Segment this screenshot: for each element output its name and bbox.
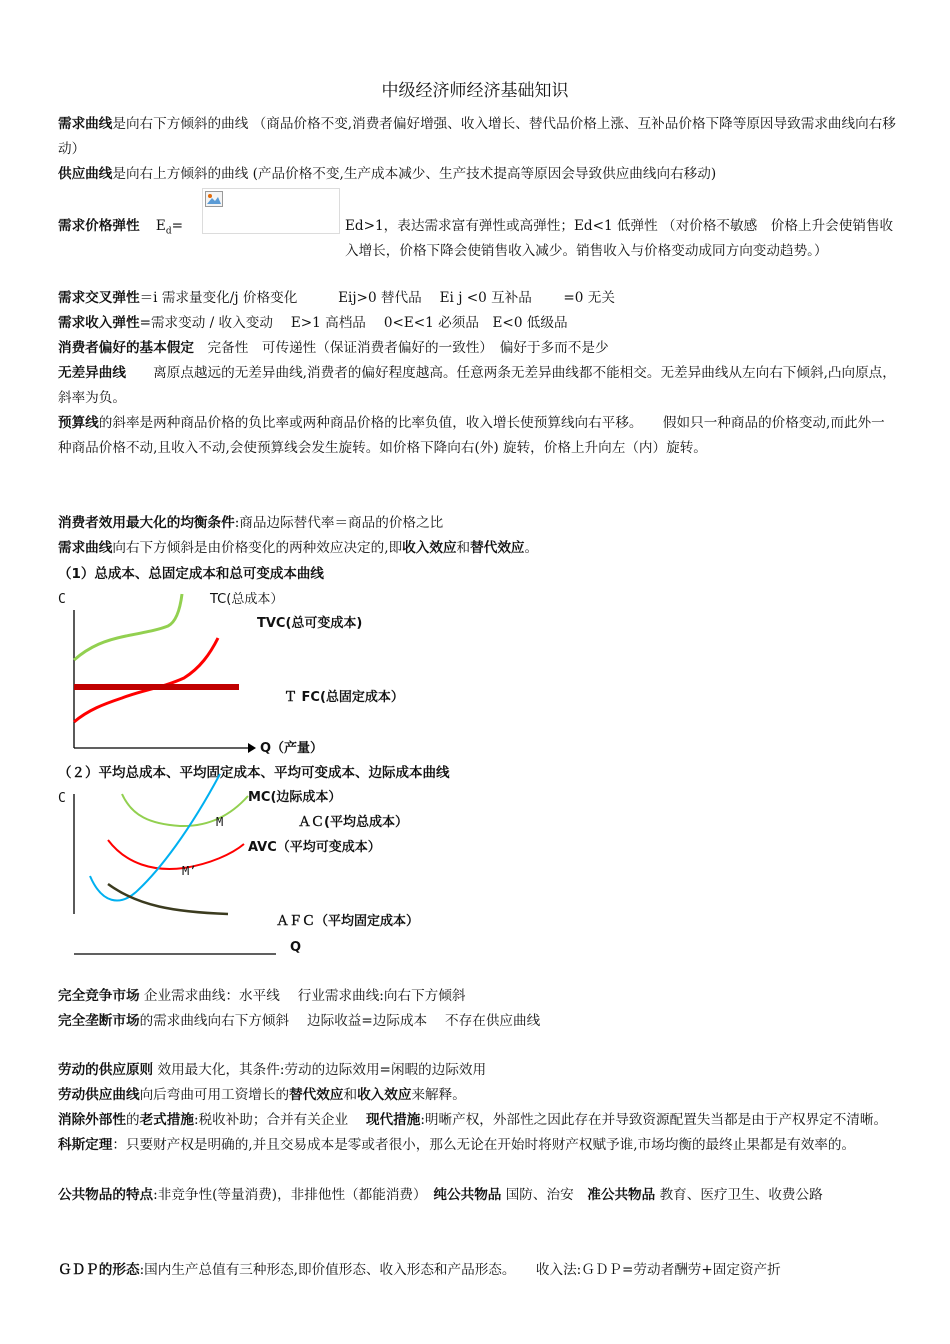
tvc-curve	[74, 638, 218, 722]
elasticity-subscript: d	[165, 226, 172, 237]
labor-supply-curve-text1: 向后弯曲可用工资增长的	[139, 1087, 290, 1103]
coase-theorem-term: 科斯定理	[58, 1137, 113, 1153]
cross-elasticity-text: ＝i 需求量变化/j 价格变化 Eij>0 替代品 Ei j <0 互补品 =0 无关	[139, 290, 615, 306]
labor-supply-principle-label: 劳动的供应原则	[58, 1062, 154, 1078]
labor-supply-curve-paragraph	[58, 1083, 898, 1108]
income-effect-term: 收入效应	[402, 540, 457, 556]
indifference-curve-label: 无差异曲线	[58, 365, 126, 381]
broken-image-icon	[205, 191, 223, 207]
indifference-curve-paragraph	[58, 361, 898, 411]
chart2-heading: （２）平均总成本、平均固定成本、平均可变成本、边际成本曲线	[58, 765, 450, 781]
elasticity-equals: =	[171, 218, 183, 234]
supply-curve-text: 是向右上方倾斜的曲线 (产品价格不变,生产成本减少、生产技术提高等原因会导致供应曲线向右移动)	[112, 166, 717, 182]
externality-text1: 的	[125, 1112, 140, 1128]
labor-supply-principle-paragraph	[58, 1058, 898, 1083]
labor-supply-curve-text3: 来解释。	[411, 1087, 466, 1103]
demand-curve-paragraph	[58, 112, 898, 162]
supply-curve-label: 供应曲线	[58, 166, 113, 182]
price-elasticity-text-line1	[345, 214, 898, 264]
demand-curve-text: 是向右下方倾斜的曲线 （商品价格不变,消费者偏好增强、收入增长、替代品价格上涨、互补品价格下降等原因导致需求曲线向右移动）	[58, 116, 896, 157]
modern-measures-term: 现代措施	[365, 1112, 421, 1128]
demand-curve-label: 需求曲线	[58, 116, 113, 132]
perfect-competition-paragraph	[58, 984, 898, 1009]
tc-label: TC(总成本）	[210, 592, 284, 607]
average-cost-chart	[50, 760, 550, 960]
public-goods-label: 公共物品的特点	[58, 1187, 154, 1203]
externality-paragraph	[58, 1108, 898, 1158]
total-cost-chart	[50, 560, 550, 760]
labor-supply-principle-text: 效用最大化，其条件:劳动的边际效用=闲暇的边际效用	[153, 1062, 487, 1078]
chart1-y-label: C	[58, 592, 66, 607]
substitution-effect-term: 替代效应	[470, 540, 525, 556]
public-goods-text3: 教育、医疗卫生、收费公路	[655, 1187, 823, 1203]
chart1-x-label: Q（产量）	[260, 741, 324, 756]
avc-label: AVC（平均可变成本）	[248, 840, 381, 855]
elasticity-symbol: E	[155, 218, 166, 234]
tvc-label: TVC(总可变成本)	[257, 616, 363, 631]
income-elasticity-text: =需求变动 / 收入变动 E>1 高档品 0<E<1 必须品 E<0 低级品	[139, 315, 568, 331]
monopoly-paragraph	[58, 1009, 898, 1034]
consumer-preference-label: 消费者偏好的基本假定	[58, 340, 194, 356]
gdp-forms-label: ＧＤＰ的形态	[58, 1262, 140, 1278]
price-elasticity-text: Ed>1，表达需求富有弹性或高弹性；Ed<1 低弹性 （对价格不敏感 价格上升会使销售收入增长，价格下降会使销售收入减少。销售收入与价格变动成同方向变动趋势。）	[345, 218, 894, 259]
pure-public-goods-term: 纯公共物品	[433, 1187, 502, 1203]
ac-label: ＡＣ(平均总成本）	[298, 815, 408, 830]
chart2-y-label: C	[58, 791, 66, 806]
monopoly-label: 完全垄断市场	[58, 1013, 140, 1029]
gdp-forms-text: :国内生产总值有三种形态,即价值形态、收入形态和产品形态。 收入法:ＧＤＰ=劳动者酬劳+固定资产折	[139, 1262, 781, 1278]
document-title: 中级经济师经济基础知识	[381, 81, 569, 101]
public-goods-text1: :非竞争性(等量消费)，非排他性（都能消费）	[153, 1187, 434, 1203]
cross-elasticity-paragraph	[58, 286, 898, 311]
mc-label: MC(边际成本）	[248, 790, 342, 805]
utility-max-text: :商品边际替代率＝商品的价格之比	[234, 515, 444, 531]
demand-slope-label: 需求曲线	[58, 540, 113, 556]
public-goods-text2: 国防、治安	[501, 1187, 588, 1203]
demand-slope-text2: 和	[456, 540, 471, 556]
gdp-forms-paragraph	[58, 1258, 898, 1283]
perfect-competition-label: 完全竞争市场	[58, 988, 140, 1004]
income-elasticity-paragraph	[58, 311, 898, 336]
cross-elasticity-label: 需求交叉弹性	[58, 290, 140, 306]
demand-slope-paragraph	[58, 536, 898, 561]
demand-slope-text1: 向右下方倾斜是由价格变化的两种效应决定的,即	[112, 540, 403, 556]
substitution-effect-term-2: 替代效应	[289, 1087, 344, 1103]
externality-text4: ：只要财产权是明确的,并且交易成本是零或者很小，那么无论在开始时将财产权赋予谁,市场均衡的最终止果都是有效率的。	[112, 1137, 856, 1153]
point-m-prime-label: M’	[182, 864, 197, 878]
ac-curve	[122, 794, 248, 826]
externality-label: 消除外部性	[58, 1112, 126, 1128]
chart1-heading: （1）总成本、总固定成本和总可变成本曲线	[58, 566, 324, 582]
income-elasticity-label: 需求收入弹性	[58, 315, 140, 331]
tfc-label: Ｔ FC(总固定成本）	[284, 690, 404, 705]
income-effect-term-2: 收入效应	[357, 1087, 412, 1103]
consumer-preference-paragraph	[58, 336, 898, 361]
externality-text2: :税收补助；合并有关企业	[193, 1112, 366, 1128]
budget-line-label: 预算线	[58, 415, 99, 431]
indifference-curve-text: 离原点越远的无差异曲线,消费者的偏好程度越高。任意两条无差异曲线都不能相交。无差异曲线从左向右下倾斜,凸向原点，斜率为负。	[58, 365, 896, 406]
chart2-x-label: Q	[290, 940, 302, 955]
point-m-label: M	[216, 815, 224, 829]
chart1-x-arrow	[248, 743, 256, 753]
supply-curve-paragraph	[58, 162, 898, 187]
perfect-competition-text: 企业需求曲线：水平线 行业需求曲线:向右下方倾斜	[139, 988, 466, 1004]
quasi-public-goods-term: 准公共物品	[587, 1187, 656, 1203]
utility-max-paragraph	[58, 511, 898, 536]
formula-image-placeholder	[202, 188, 340, 234]
monopoly-text: 的需求曲线向右下方倾斜 边际收益=边际成本 不存在供应曲线	[139, 1013, 541, 1029]
budget-line-paragraph	[58, 411, 898, 461]
price-elasticity-label: 需求价格弹性	[58, 218, 140, 234]
public-goods-paragraph	[58, 1183, 898, 1208]
demand-slope-text3: 。	[524, 540, 539, 556]
labor-supply-curve-text2: 和	[343, 1087, 358, 1103]
mc-curve	[90, 774, 220, 900]
traditional-measures-term: 老式措施	[139, 1112, 194, 1128]
consumer-preference-text: 完备性 可传递性（保证消费者偏好的一致性） 偏好于多而不是少	[193, 340, 609, 356]
budget-line-text: 的斜率是两种商品价格的负比率或两种商品价格的比率负值，收入增长使预算线向右平移。 假如只一种商品的价格变动,而此外一种商品价格不动,且收入不动,会使预算线会发生旋转。如价格下降向右(外) 旋转，价格上升向左（内）旋转。	[58, 415, 885, 456]
tc-curve	[74, 594, 182, 660]
afc-label: ＡＦＣ（平均固定成本）	[276, 914, 420, 929]
utility-max-label: 消费者效用最大化的均衡条件	[58, 515, 235, 531]
labor-supply-curve-label: 劳动供应曲线	[58, 1087, 140, 1103]
externality-text3: :明晰产权，外部性之因此存在并导致资源配置失当都是由于产权界定不清晰。	[420, 1112, 888, 1128]
